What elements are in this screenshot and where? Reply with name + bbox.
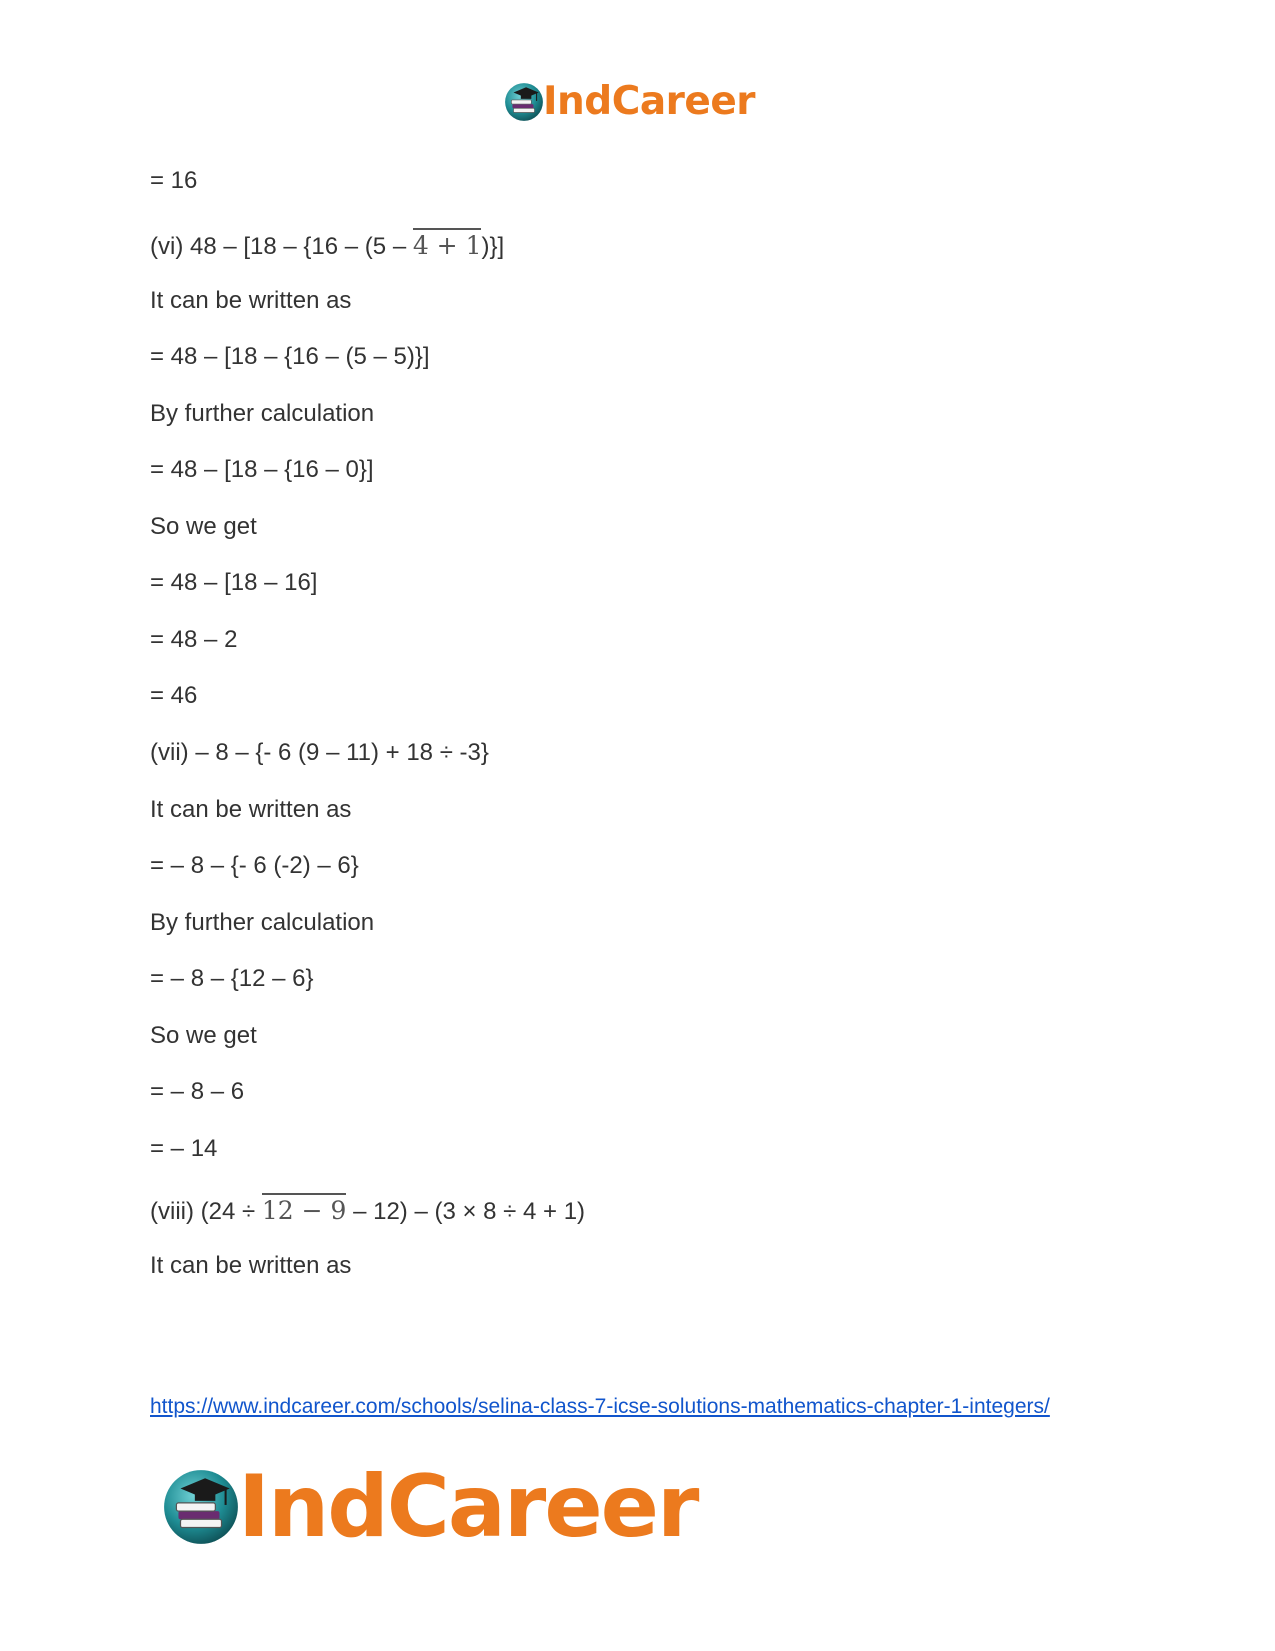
solution-line: = – 8 – {- 6 (-2) – 6} (150, 852, 359, 879)
solution-line: It can be written as (150, 287, 352, 314)
solution-line: = 48 – [18 – {16 – (5 – 5)}] (150, 343, 430, 370)
problem-line: (vi) 48 – [18 – {16 – (5 – 4 + 1)}] (150, 229, 504, 262)
problem-line: (vii) – 8 – {- 6 (9 – 11) + 18 ÷ -3} (150, 739, 489, 766)
solution-line: = 48 – [18 – 16] (150, 569, 318, 596)
solution-line: By further calculation (150, 909, 375, 936)
solution-line: It can be written as (150, 796, 352, 823)
solution-line: It can be written as (150, 1252, 352, 1279)
solution-line: = 46 (150, 682, 198, 709)
overlined-expression: 12 − 9 (262, 1194, 347, 1226)
solution-line: = – 8 – {12 – 6} (150, 965, 314, 992)
solution-line: = 48 – [18 – {16 – 0}] (150, 456, 374, 483)
footer-logo-text: IndCareer (238, 1457, 698, 1557)
solution-line: So we get (150, 513, 257, 540)
solution-line: = – 14 (150, 1135, 218, 1162)
graduation-globe-icon (160, 1466, 242, 1548)
graduation-globe-icon (503, 81, 545, 123)
header-logo-text: IndCareer (543, 79, 755, 124)
footer-logo (160, 1457, 698, 1557)
header-logo (503, 78, 755, 126)
solution-line: So we get (150, 1022, 257, 1049)
solution-line: = 16 (150, 167, 198, 194)
solution-line: By further calculation (150, 400, 375, 427)
overlined-expression: 4 + 1 (413, 229, 482, 261)
solution-line: = – 8 – 6 (150, 1078, 245, 1105)
solution-line: = 48 – 2 (150, 626, 238, 653)
problem-line: (viii) (24 ÷ 12 − 9 – 12) – (3 × 8 ÷ 4 + 1) (150, 1194, 585, 1227)
source-url-link[interactable]: https://www.indcareer.com/schools/selina-class-7-icse-solutions-mathematics-chapter-1-integers/ (150, 1395, 1050, 1418)
